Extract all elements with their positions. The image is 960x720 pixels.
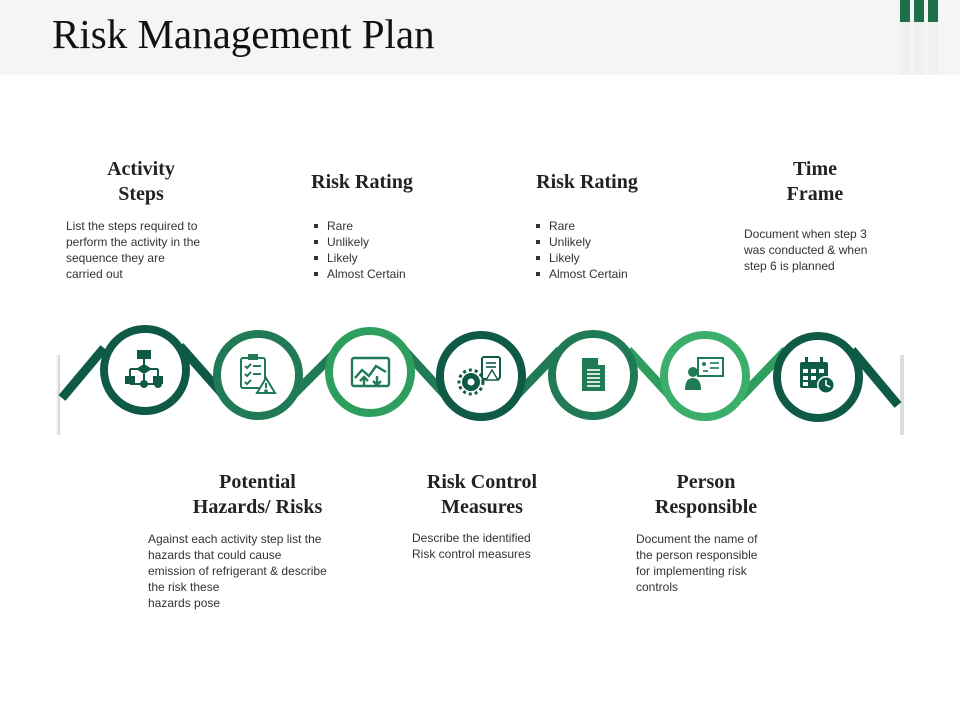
bullet-item: Unlikely [535,234,675,250]
page-title: Risk Management Plan [52,11,435,57]
heading-person-responsible: Person Responsible [654,471,758,518]
right-edge-shadow [900,355,904,435]
bullet-item: Almost Certain [535,266,675,282]
bullet-item: Unlikely [313,234,453,250]
connector [62,348,104,398]
heading-activity-steps: Activity Steps [107,158,175,205]
heading-risk-rating-1: Risk Rating [311,171,413,193]
step-circle-risk-rating-1 [329,331,411,413]
heading-risk-control: Risk Control Measures [426,471,538,518]
desc-activity-steps: List the steps required to perform the activity in the sequence they are carried out [66,219,201,281]
bullet-item: Rare [535,218,675,234]
heading-time-frame: Time Frame [786,158,844,205]
bullet-item: Rare [313,218,453,234]
bullet-item: Almost Certain [313,266,453,282]
desc-time-frame: Document when step 3 was conducted & when step 6 is planned [744,227,868,273]
bullet-item: Likely [313,250,453,266]
heading-risk-rating-2: Risk Rating [536,171,638,193]
bullet-item: Likely [535,250,675,266]
desc-person-responsible: Document the name of the person responsible for implementing risk controls [636,532,758,594]
heading-potential-hazards: Potential Hazards/ Risks [192,471,323,518]
desc-potential-hazards: Against each activity step list the hazards that could cause emission of refrigerant & describe the risk these hazards pose [148,532,327,610]
desc-risk-control: Describe the identified Risk control measures [412,531,531,561]
document-icon [582,358,605,391]
